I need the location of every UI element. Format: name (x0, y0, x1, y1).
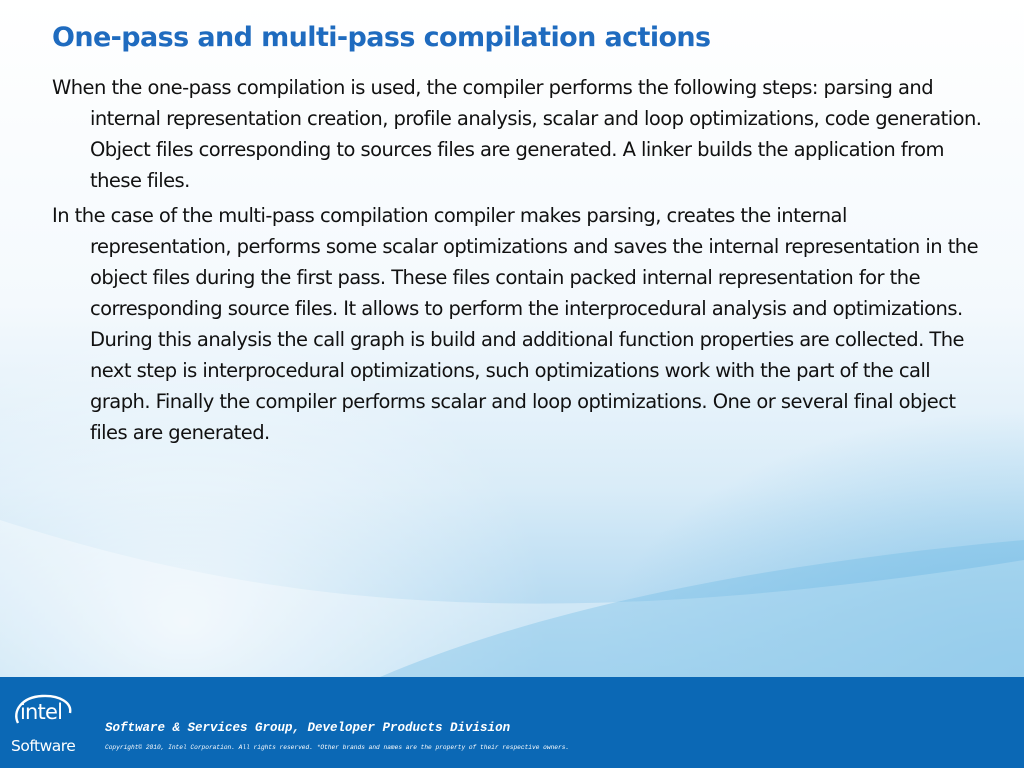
paragraph-one-pass: When the one-pass compilation is used, the compiler performs the following steps: parsing and internal representation creation, profile analysis, scalar and loop optimizations, code generation. Object files corresponding to sources files are generated. A linker builds the application from these files. (52, 76, 982, 192)
slide-title: One-pass and multi-pass compilation actions (52, 22, 711, 53)
copyright-notice: Copyright© 2010, Intel Corporation. All rights reserved. *Other brands and names are the property of their respective owners. (105, 744, 570, 751)
paragraph-multi-pass: In the case of the multi-pass compilation compiler makes parsing, creates the internal representation, performs some scalar optimizations and saves the internal representation in the object files during the first pass. These files contain packed internal representation for the corresponding source files. It allows to perform the interprocedural analysis and optimizations. During this analysis the call graph is build and additional function properties are collected. The next step is interprocedural optimizations, such optimizations work with the part of the call graph. Finally the compiler performs scalar and loop optimizations. One or several final object files are generated. (52, 204, 979, 444)
logo-wordmark: intel (20, 700, 63, 724)
slide-body (52, 72, 982, 452)
intel-software-logo (8, 691, 84, 761)
division-label: Software & Services Group, Developer Products Division (105, 721, 511, 735)
logo-subtitle: Software (11, 737, 76, 755)
footer-bar (0, 677, 1024, 768)
